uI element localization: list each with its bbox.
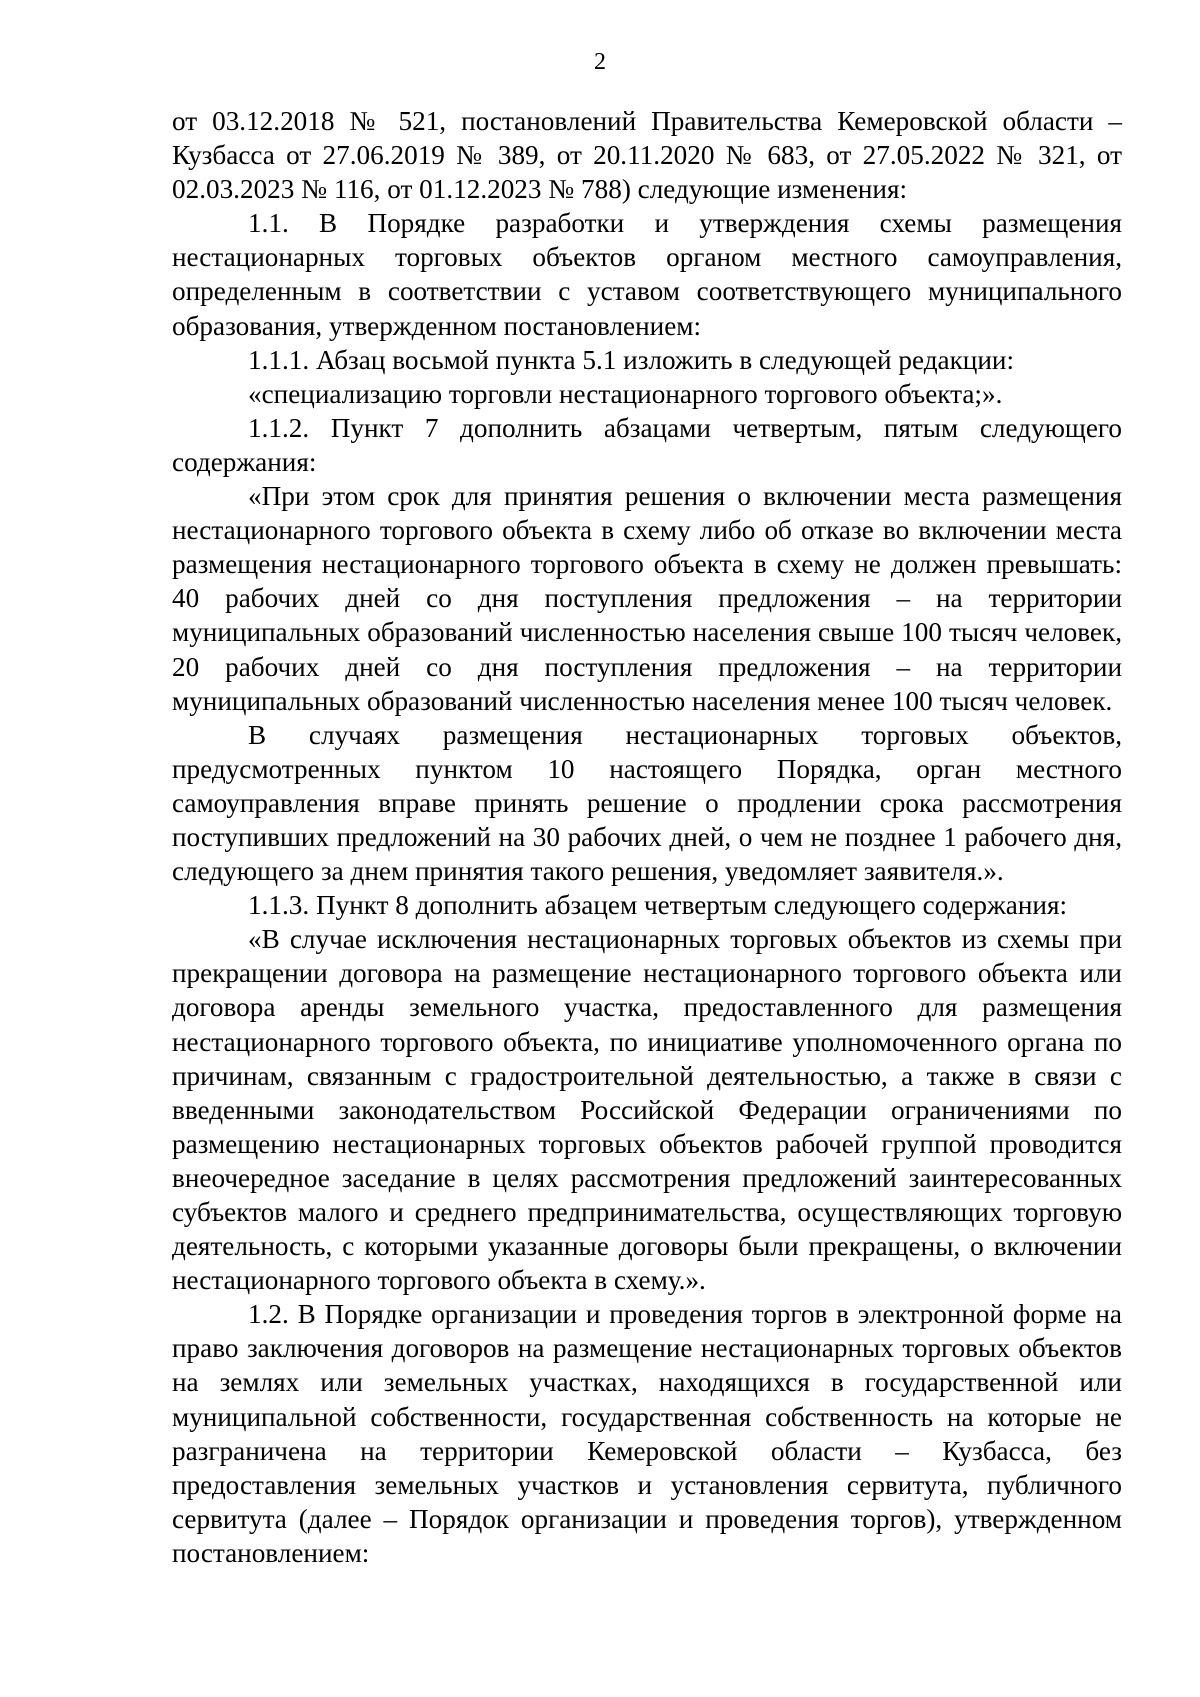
- paragraph-1-1-3-quote: «В случае исключения нестационарных торговых объектов из схемы при прекращении договора на размещение нестационарного торгового объекта или договора аренды земельного участка, предоставленного для размещения нестационарного торгового объекта, по инициативе уполномоченного органа по причинам, связанным с градостроительной деятельностью, а также в связи с введенными законодательством Российской Федерации ограничениями по размещению нестационарных торговых объектов рабочей группой проводится внеочередное заседание в целях рассмотрения предложений заинтересованных субъектов малого и среднего предпринимательства, осуществляющих торговую деятельность, с которыми указанные договоры были прекращены, о включении нестационарного торгового объекта в схему.».: [172, 924, 1122, 1296]
- paragraph-amendment-list: от 03.12.2018 № 521, постановлений Правительства Кемеровской области – Кузбасса от 27.06.2019 № 389, от 20.11.2020 № 683, от 27.05.2022 № 321, от 02.03.2023 № 116, от 01.12.2023 № 788) следующие изменения:: [172, 106, 1122, 205]
- paragraph-1-1-2: 1.1.2. Пункт 7 дополнить абзацами четвертым, пятым следующего содержания:: [172, 412, 1122, 477]
- paragraph-1-1-2-quote-b: В случаях размещения нестационарных торговых объектов, предусмотренных пунктом 10 настоящего Порядка, орган местного самоуправления вправе принять решение о продлении срока рассмотрения поступивших предложений на 30 рабочих дней, о чем не позднее 1 рабочего дня, следующего за днем принятия такого решения, уведомляет заявителя.».: [172, 719, 1122, 887]
- paragraph-1-1-1-quote: «специализацию торговли нестационарного торгового объекта;».: [248, 378, 1003, 409]
- page-number: 2: [594, 49, 606, 75]
- paragraph-1-2: 1.2. В Порядке организации и проведения торгов в электронной форме на право заключения договоров на размещение нестационарных торговых объектов на землях или земельных участках, находящихся в государственной или муниципальной собственности, государственная собственность на которые не разграничена на территории Кемеровской области – Кузбасса, без предоставления земельных участков и установления сервитута, публичного сервитута (далее – Порядок организации и проведения торгов), утвержденном постановлением:: [172, 1299, 1122, 1568]
- document-body: [172, 104, 1122, 1570]
- paragraph-1-1: 1.1. В Порядке разработки и утверждения схемы размещения нестационарных торговых объектов органом местного самоуправления, определенным в соответствии с уставом соответствующего муниципального образования, утвержденном постановлением:: [172, 208, 1122, 341]
- paragraph-1-1-2-quote-a: «При этом срок для принятия решения о включении места размещения нестационарного торгового объекта в схему либо об отказе во включении места размещения нестационарного торгового объекта в схему не должен превышать: 40 рабочих дней со дня поступления предложения – на территории муниципальных образований численностью населения свыше 100 тысяч человек, 20 рабочих дней со дня поступления предложения – на территории муниципальных образований численностью населения менее 100 тысяч человек.: [172, 481, 1122, 716]
- paragraph-1-1-3: 1.1.3. Пункт 8 дополнить абзацем четвертым следующего содержания:: [248, 890, 1068, 921]
- paragraph-1-1-1: 1.1.1. Абзац восьмой пункта 5.1 изложить в следующей редакции:: [248, 344, 1015, 375]
